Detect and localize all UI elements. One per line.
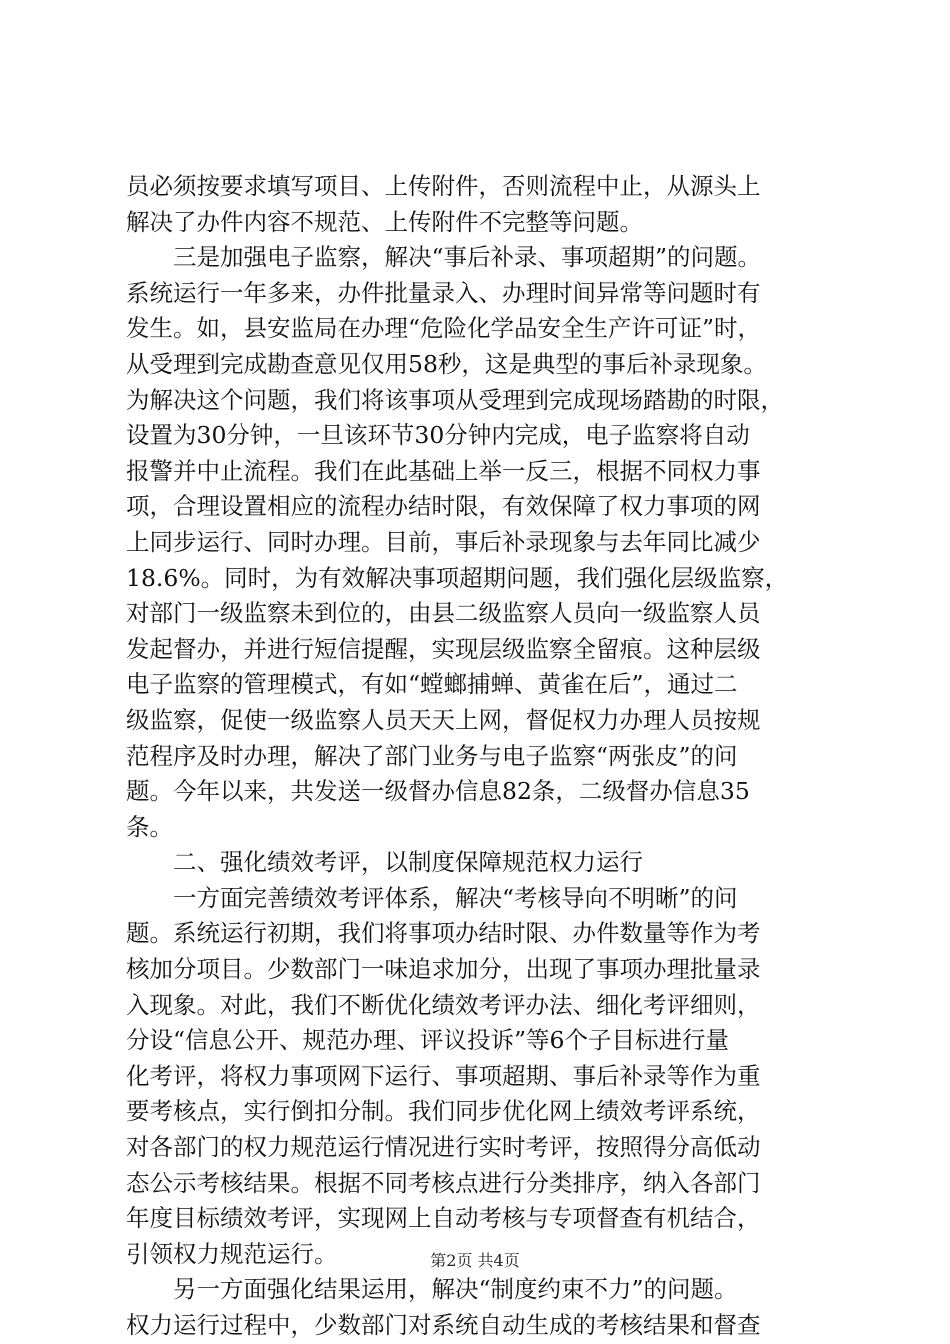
text-line: 另一方面强化结果运用，解决“制度约束不力”的问题。 (126, 1275, 738, 1304)
text-line: 引领权力规范运行。 (126, 1239, 338, 1268)
text-line: 系统运行一年多来，办件批量录入、办理时间异常等问题时有 (126, 278, 761, 307)
text-line: 级监察，促使一级监察人员天天上网，督促权力办理人员按规 (126, 705, 761, 734)
text-line: 题。今年以来，共发送一级督办信息82条，二级督办信息35 (126, 777, 750, 806)
text-line: 发生。如，县安监局在办理“危险化学品安全生产许可证”时， (126, 314, 762, 343)
text-line: 分设“信息公开、规范办理、评议投诉”等6个子目标进行量 (126, 1026, 729, 1055)
text-line: 从受理到完成勘查意见仅用58秒，这是典型的事后补录现象。 (126, 349, 767, 378)
page-number-footer: 第2页 共4页 (430, 1251, 520, 1270)
text-line: 一方面完善绩效考评体系，解决“考核导向不明晰”的问 (126, 883, 738, 912)
text-line: 报警并中止流程。我们在此基础上举一反三，根据不同权力事 (126, 456, 761, 485)
text-line: 18.6%。同时，为有效解决事项超期问题，我们强化层级监察， (126, 563, 789, 592)
text-line: 范程序及时办理，解决了部门业务与电子监察“两张皮”的问 (126, 741, 738, 770)
text-line: 发起督办，并进行短信提醒，实现层级监察全留痕。这种层级 (126, 634, 761, 663)
text-line: 年度目标绩效考评，实现网上自动考核与专项督查有机结合， (126, 1204, 761, 1233)
text-line: 要考核点，实行倒扣分制。我们同步优化网上绩效考评系统， (126, 1097, 761, 1126)
text-line: 为解决这个问题，我们将该事项从受理到完成现场踏勘的时限， (126, 385, 784, 414)
text-line: 三是加强电子监察，解决“事后补录、事项超期”的问题。 (126, 243, 762, 272)
text-line: 核加分项目。少数部门一味追求加分，出现了事项办理批量录 (126, 955, 761, 984)
text-line: 设置为30分钟，一旦该环节30分钟内完成，电子监察将自动 (126, 421, 750, 450)
text-line: 化考评，将权力事项网下运行、事项超期、事后补录等作为重 (126, 1061, 761, 1090)
text-line: 权力运行过程中，少数部门对系统自动生成的考核结果和督查 (126, 1311, 761, 1339)
text-line: 对各部门的权力规范运行情况进行实时考评，按照得分高低动 (126, 1133, 761, 1162)
text-line: 态公示考核结果。根据不同考核点进行分类排序，纳入各部门 (126, 1168, 761, 1197)
text-line: 条。 (126, 812, 173, 841)
text-line: 题。系统运行初期，我们将事项办结时限、办件数量等作为考 (126, 919, 761, 948)
text-line: 上同步运行、同时办理。目前，事后补录现象与去年同比减少 (126, 527, 761, 556)
text-line: 项，合理设置相应的流程办结时限，有效保障了权力事项的网 (126, 492, 761, 521)
text-line: 电子监察的管理模式，有如“螳螂捕蝉、黄雀在后”，通过二 (126, 670, 738, 699)
text-line: 对部门一级监察未到位的，由县二级监察人员向一级监察人员 (126, 599, 761, 628)
text-line: 员必须按要求填写项目、上传附件，否则流程中止，从源头上 (126, 172, 761, 200)
text-line: 解决了办件内容不规范、上传附件不完整等问题。 (126, 207, 643, 236)
section-heading: 二、强化绩效考评，以制度保障规范权力运行 (126, 848, 643, 877)
text-line: 入现象。对此，我们不断优化绩效考评办法、细化考评细则， (126, 990, 761, 1019)
document-body (126, 169, 832, 1344)
